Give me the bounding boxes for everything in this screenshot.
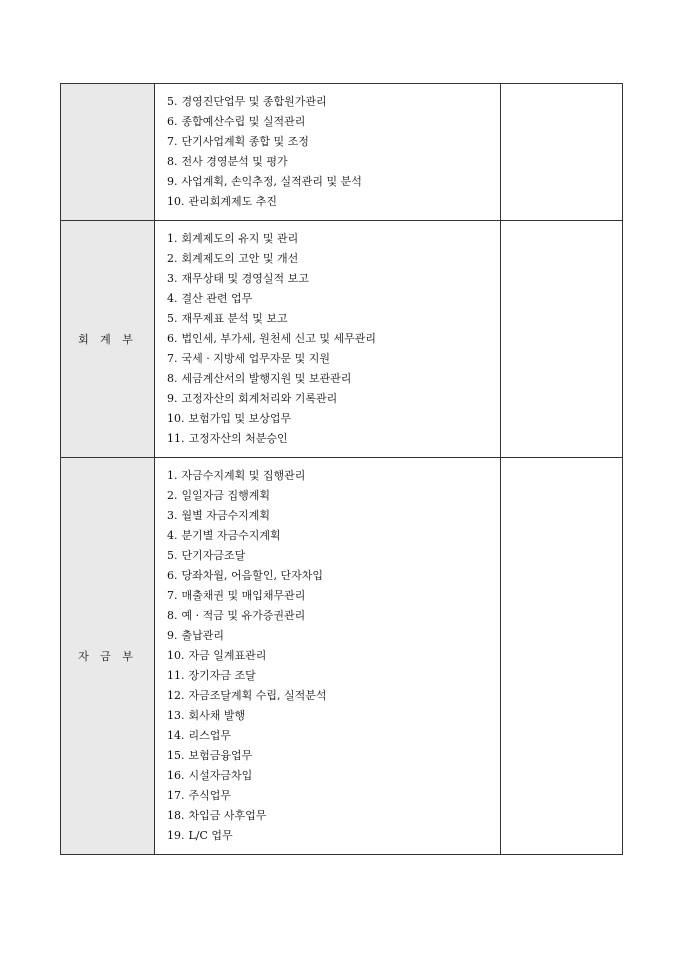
note-cell	[501, 458, 623, 855]
duty-item	[167, 546, 500, 566]
duty-number: 10.	[167, 649, 185, 662]
section-row	[61, 458, 623, 855]
duty-number: 10.	[167, 412, 185, 425]
duty-item	[167, 706, 500, 726]
duty-item	[167, 686, 500, 706]
duty-number: 8.	[167, 372, 178, 385]
duty-item	[167, 229, 500, 249]
duty-number: 7.	[167, 352, 178, 365]
duty-item	[167, 409, 500, 429]
duty-item	[167, 132, 500, 152]
duty-number: 2.	[167, 489, 178, 502]
duty-item	[167, 666, 500, 686]
duty-item	[167, 826, 500, 846]
duty-number: 9.	[167, 175, 178, 188]
duty-text: 재무제표 분석 및 보고	[181, 312, 288, 325]
duty-text: 일일자금 집행계획	[181, 489, 271, 502]
duty-list	[167, 92, 500, 212]
duty-list	[167, 229, 500, 449]
duty-item	[167, 289, 500, 309]
duty-item	[167, 606, 500, 626]
duty-item	[167, 92, 500, 112]
department-name	[61, 84, 155, 221]
duty-text: 매출채권 및 매입채무관리	[181, 589, 306, 602]
duty-text: 고정자산의 회계처리와 기록관리	[181, 392, 338, 405]
duty-number: 3.	[167, 272, 178, 285]
duty-number: 8.	[167, 155, 178, 168]
duty-number: 12.	[167, 689, 185, 702]
duty-number: 5.	[167, 312, 178, 325]
duty-item	[167, 249, 500, 269]
duty-item	[167, 766, 500, 786]
duty-number: 4.	[167, 529, 178, 542]
duty-number: 10.	[167, 195, 185, 208]
duty-text: 법인세, 부가세, 원천세 신고 및 세무관리	[181, 332, 376, 345]
duty-number: 5.	[167, 95, 178, 108]
duty-cell	[155, 458, 501, 855]
duty-text: 경영진단업무 및 종합원가관리	[181, 95, 327, 108]
duty-text: 회계제도의 유지 및 관리	[181, 232, 299, 245]
duty-text: 전사 경영분석 및 평가	[181, 155, 288, 168]
duty-item	[167, 646, 500, 666]
duty-text: 회사채 발행	[188, 709, 246, 722]
duty-item	[167, 586, 500, 606]
duty-text: 시설자금차입	[188, 769, 253, 782]
duty-text: 종합예산수립 및 실적관리	[181, 115, 306, 128]
section-row	[61, 221, 623, 458]
duty-item	[167, 389, 500, 409]
duty-number: 1.	[167, 232, 178, 245]
duty-number: 5.	[167, 549, 178, 562]
duty-item	[167, 506, 500, 526]
duty-number: 7.	[167, 135, 178, 148]
note-cell	[501, 84, 623, 221]
department-name: 회 계 부	[61, 221, 155, 458]
duty-text: 보험금융업무	[188, 749, 253, 762]
duty-item	[167, 152, 500, 172]
duty-text: 보험가입 및 보상업무	[188, 412, 292, 425]
duty-text: 분기별 자금수지계획	[181, 529, 281, 542]
duty-text: 사업계획, 손익추정, 실적관리 및 분석	[181, 175, 362, 188]
duty-list	[167, 466, 500, 846]
duty-number: 2.	[167, 252, 178, 265]
department-name: 자 금 부	[61, 458, 155, 855]
duty-number: 9.	[167, 629, 178, 642]
duty-item	[167, 486, 500, 506]
duty-item	[167, 192, 500, 212]
duty-number: 3.	[167, 509, 178, 522]
section-row	[61, 84, 623, 221]
duty-text: 단기사업계획 종합 및 조정	[181, 135, 309, 148]
duty-item	[167, 806, 500, 826]
duty-number: 14.	[167, 729, 185, 742]
duty-number: 6.	[167, 332, 178, 345]
duty-number: 16.	[167, 769, 185, 782]
duty-text: 주식업무	[188, 789, 232, 802]
duty-text: 관리회계제도 추진	[188, 195, 278, 208]
duty-item	[167, 349, 500, 369]
duty-number: 13.	[167, 709, 185, 722]
duty-cell	[155, 84, 501, 221]
duty-number: 18.	[167, 809, 185, 822]
duty-number: 9.	[167, 392, 178, 405]
duty-item	[167, 172, 500, 192]
duty-text: 리스업무	[188, 729, 232, 742]
duty-text: 국세 · 지방세 업무자문 및 지원	[181, 352, 330, 365]
duty-item	[167, 566, 500, 586]
duty-text: 월별 자금수지계획	[181, 509, 271, 522]
duty-text: 자금 일계표관리	[188, 649, 267, 662]
duty-number: 15.	[167, 749, 185, 762]
duty-item	[167, 526, 500, 546]
duty-number: 11.	[167, 669, 185, 682]
duty-number: 7.	[167, 589, 178, 602]
duty-number: 11.	[167, 432, 185, 445]
duty-table-body	[61, 84, 623, 855]
duty-item	[167, 112, 500, 132]
duty-text: 결산 관련 업무	[181, 292, 253, 305]
duty-item	[167, 329, 500, 349]
duty-item	[167, 369, 500, 389]
duty-item	[167, 786, 500, 806]
duty-item	[167, 626, 500, 646]
duty-text: 단기자금조달	[181, 549, 246, 562]
duty-text: L/C 업무	[188, 829, 233, 842]
duty-item	[167, 726, 500, 746]
duty-text: 장기자금 조달	[188, 669, 256, 682]
duty-item	[167, 309, 500, 329]
duty-text: 자금조달계획 수립, 실적분석	[188, 689, 327, 702]
duty-text: 차입금 사후업무	[188, 809, 267, 822]
duty-item	[167, 466, 500, 486]
note-cell	[501, 221, 623, 458]
duty-cell	[155, 221, 501, 458]
duty-table	[60, 83, 623, 855]
duty-number: 6.	[167, 569, 178, 582]
duty-text: 예 · 적금 및 유가증권관리	[181, 609, 306, 622]
duty-item	[167, 746, 500, 766]
duty-text: 재무상태 및 경영실적 보고	[181, 272, 309, 285]
duty-text: 고정자산의 처분승인	[188, 432, 288, 445]
duty-text: 회계제도의 고안 및 개선	[181, 252, 299, 265]
duty-text: 자금수지계획 및 집행관리	[181, 469, 306, 482]
duty-text: 세금계산서의 발행지원 및 보관관리	[181, 372, 352, 385]
duty-number: 1.	[167, 469, 178, 482]
duty-item	[167, 429, 500, 449]
duty-number: 19.	[167, 829, 185, 842]
duty-number: 6.	[167, 115, 178, 128]
duty-text: 당좌차월, 어음할인, 단자차입	[181, 569, 323, 582]
duty-number: 17.	[167, 789, 185, 802]
duty-item	[167, 269, 500, 289]
duty-number: 8.	[167, 609, 178, 622]
duty-text: 출납관리	[181, 629, 225, 642]
duty-number: 4.	[167, 292, 178, 305]
